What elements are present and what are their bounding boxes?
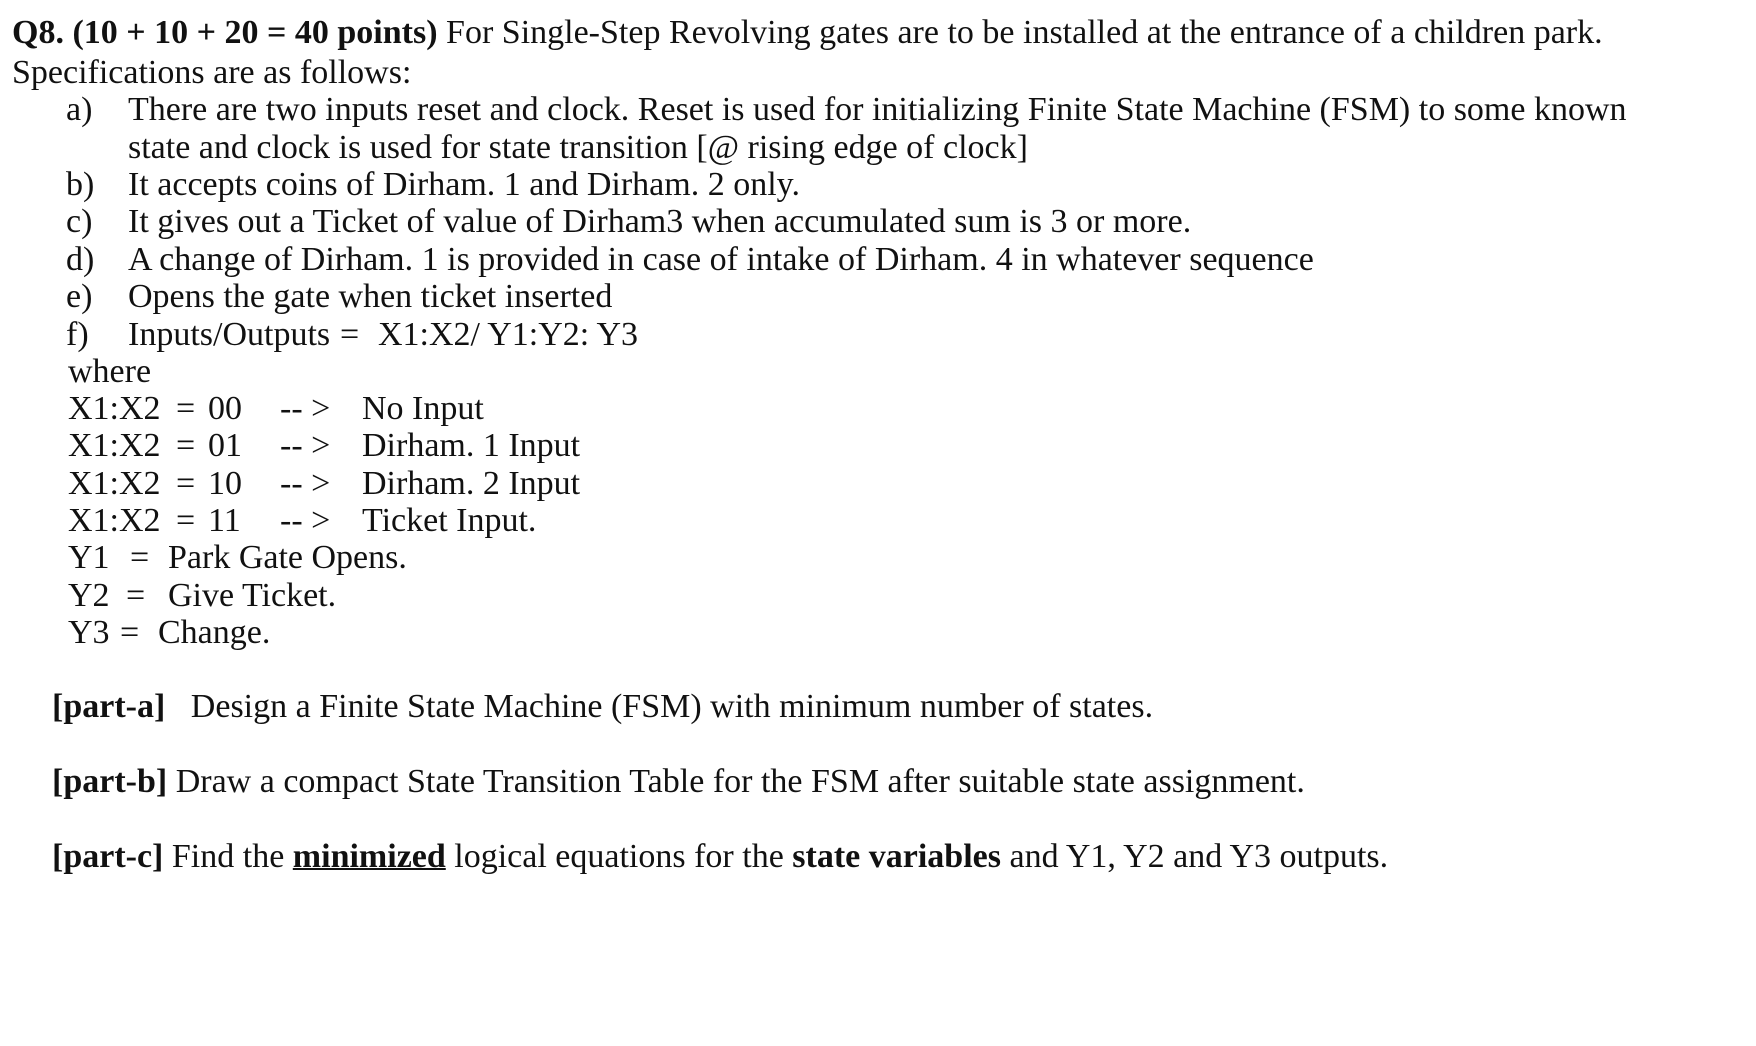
part-c-text-2: logical equations for the [454,838,784,875]
part-c [52,836,1388,878]
spec-text: It gives out a Ticket of value of Dirham3 when accumulated sum is 3 or more. [128,203,1192,240]
spec-text: Inputs/Outputs [128,316,331,353]
part-a [52,686,1153,728]
input-code: 00 [208,390,242,427]
question-intro-line2: Specifications are as follows: [12,54,412,91]
input-code: 01 [208,427,242,464]
part-c-text-1: Find the [171,838,285,875]
input-equals: = [176,502,196,539]
output-equals: = [120,614,140,651]
spec-io-value: X1:X2/ Y1:Y2: Y3 [378,316,639,353]
input-var: X1:X2 [68,502,161,539]
part-a-tag: [part-a] [52,688,166,725]
arrow: -- > [280,502,331,539]
spec-equals: = [340,316,360,353]
where-label: where [68,353,152,390]
output-var: Y1 [68,539,110,576]
input-equals: = [176,390,196,427]
question-intro: For Single-Step Revolving gates are to be installed at the entrance of a children park. [446,14,1603,51]
part-c-minimized: minimized [292,838,446,875]
input-code: 11 [208,502,241,539]
part-c-state-variables: state variables [792,838,1001,875]
spec-label: f) [66,316,89,353]
input-equals: = [176,465,196,502]
spec-label: b) [66,166,95,203]
arrow: -- > [280,465,331,502]
spec-text: It accepts coins of Dirham. 1 and Dirham. 2 only. [128,166,800,203]
question-points: (10 + 10 + 20 = 40 points) [72,14,438,51]
spec-text: Opens the gate when ticket inserted [128,278,613,315]
input-var: X1:X2 [68,465,161,502]
spec-label: a) [66,91,93,128]
arrow: -- > [280,390,331,427]
spec-text-continued: state and clock is used for state transition [@ rising edge of clock] [128,129,1028,166]
question-number: Q8. [12,14,64,51]
output-equals: = [130,539,150,576]
input-meaning: Dirham. 2 Input [362,465,581,502]
spec-label: e) [66,278,93,315]
output-meaning: Park Gate Opens. [168,539,407,576]
input-meaning: Dirham. 1 Input [362,427,581,464]
spec-label: c) [66,203,93,240]
input-var: X1:X2 [68,427,161,464]
output-meaning: Change. [158,614,271,651]
part-b-tag: [part-b] [52,763,168,800]
spec-text: There are two inputs reset and clock. Reset is used for initializing Finite State Machine (FSM) to some known [128,91,1627,128]
part-c-text-3: and Y1, Y2 and Y3 outputs. [1009,838,1389,875]
output-var: Y3 [68,614,110,651]
spec-label: d) [66,241,95,278]
spec-text: A change of Dirham. 1 is provided in case of intake of Dirham. 4 in whatever sequence [128,241,1314,278]
part-b-text: Draw a compact State Transition Table for the FSM after suitable state assignment. [175,763,1305,800]
part-b [52,761,1305,803]
input-equals: = [176,427,196,464]
input-meaning: Ticket Input. [362,502,537,539]
input-var: X1:X2 [68,390,161,427]
output-var: Y2 [68,577,110,614]
input-meaning: No Input [362,390,484,427]
part-c-tag: [part-c] [52,838,164,875]
question-header [12,12,1603,54]
arrow: -- > [280,427,331,464]
input-code: 10 [208,465,242,502]
output-equals: = [126,577,146,614]
part-a-text: Design a Finite State Machine (FSM) with minimum number of states. [190,688,1154,725]
output-meaning: Give Ticket. [168,577,337,614]
